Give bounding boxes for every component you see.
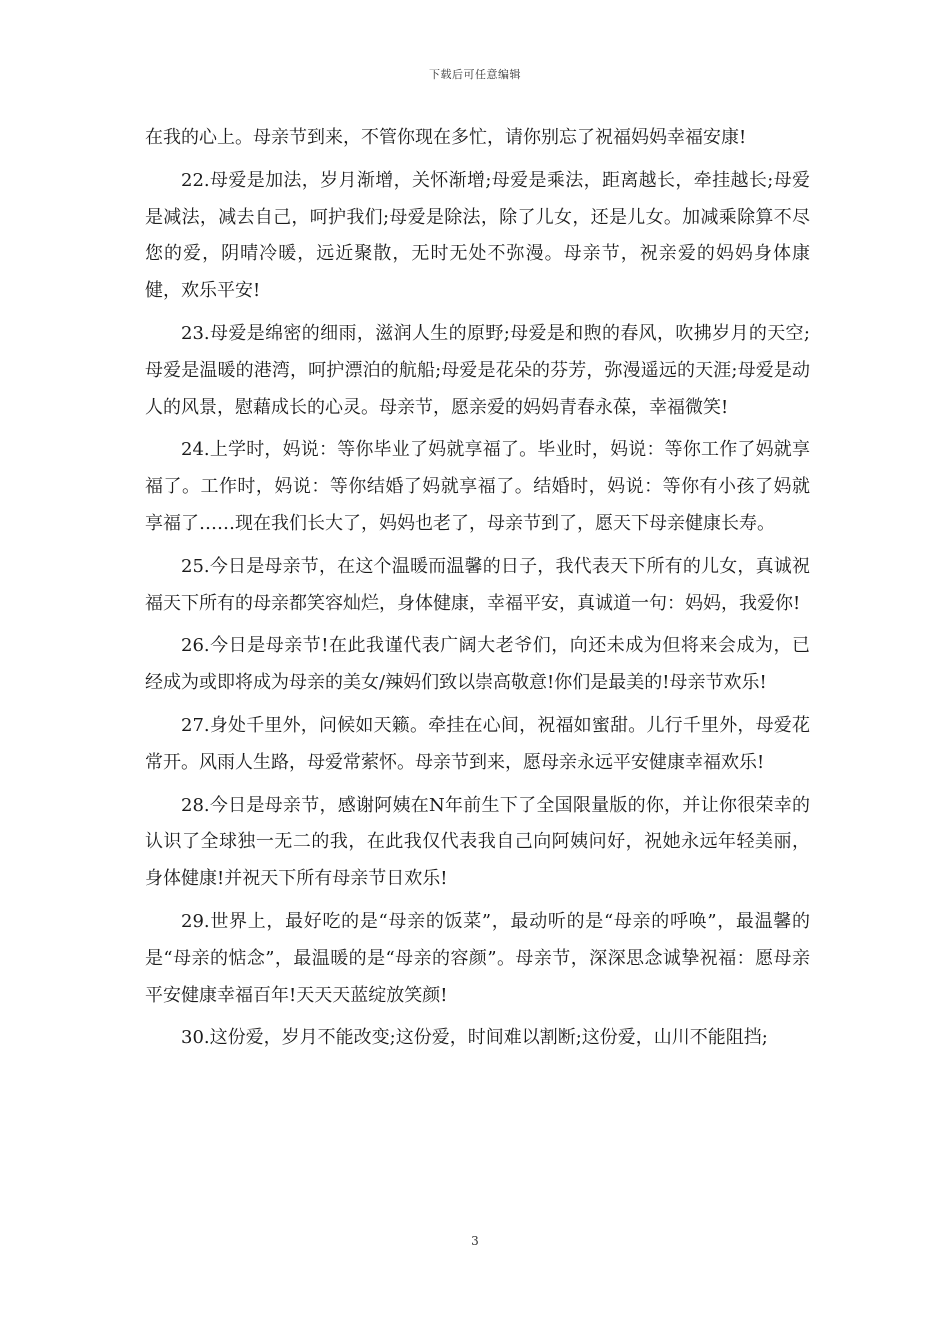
paragraph-item-24: 24.上学时，妈说：等你毕业了妈就享福了。毕业时，妈说：等你工作了妈就享福了。工作时，妈说：等你结婚了妈就享福了。结婚时，妈说：等你有小孩了妈就享福了……现在我们长大了，妈妈也老了，母亲节到了，愿天下母亲健康长寿。 [145,439,810,534]
page-number: 3 [471,1234,479,1248]
paragraph-item-27: 27.身处千里外，问候如天籁。牵挂在心间，祝福如蜜甜。儿行千里外，母爱花常开。风雨人生路，母爱常萦怀。母亲节到来，愿母亲永远平安健康幸福欢乐! [145,714,810,773]
document-body [145,120,810,1063]
paragraph-item-22: 22.母爱是加法，岁月渐增，关怀渐增;母爱是乘法，距离越长，牵挂越长;母爱是减法，减去自己，呵护我们;母爱是除法，除了儿女，还是儿女。加减乘除算不尽您的爱，阴晴冷暖，远近聚散，无时无处不弥漫。母亲节，祝亲爱的妈妈身体康健，欢乐平安! [145,169,810,302]
paragraph-item-29: 29.世界上，最好吃的是“母亲的饭菜”，最动听的是“母亲的呼唤”，最温馨的是“母亲的惦念”，最温暖的是“母亲的容颜”。母亲节，深深思念诚挚祝福：愿母亲平安健康幸福百年!天天天蓝绽放笑颜! [145,910,810,1006]
paragraph-item-28: 28.今日是母亲节，感谢阿姨在N年前生下了全国限量版的你，并让你很荣幸的认识了全球独一无二的我，在此我仅代表我自己向阿姨问好，祝她永远年轻美丽，身体健康!并祝天下所有母亲节日欢乐! [145,794,810,890]
paragraph-item-25: 25.今日是母亲节，在这个温暖而温馨的日子，我代表天下所有的儿女，真诚祝福天下所有的母亲都笑容灿烂，身体健康，幸福平安，真诚道一句：妈妈，我爱你! [145,555,810,614]
paragraph-item-26: 26.今日是母亲节!在此我谨代表广阔大老爷们，向还未成为但将来会成为，已经成为或即将成为母亲的美女/辣妈们致以崇高敬意!你们是最美的!母亲节欢乐! [145,635,810,694]
paragraph-item-23: 23.母爱是绵密的细雨，滋润人生的原野;母爱是和煦的春风，吹拂岁月的天空;母爱是温暖的港湾，呵护漂泊的航船;母爱是花朵的芬芳，弥漫遥远的天涯;母爱是动人的风景，慰藉成长的心灵。母亲节，愿亲爱的妈妈青春永葆，幸福微笑! [145,322,810,418]
paragraph-item-30: 30.这份爱，岁月不能改变;这份爱，时间难以割断;这份爱，山川不能阻挡; [181,1027,768,1049]
page-header: 下载后可任意编辑 [429,68,521,81]
paragraph-continuation: 在我的心上。母亲节到来，不管你现在多忙，请你别忘了祝福妈妈幸福安康! [145,127,747,148]
